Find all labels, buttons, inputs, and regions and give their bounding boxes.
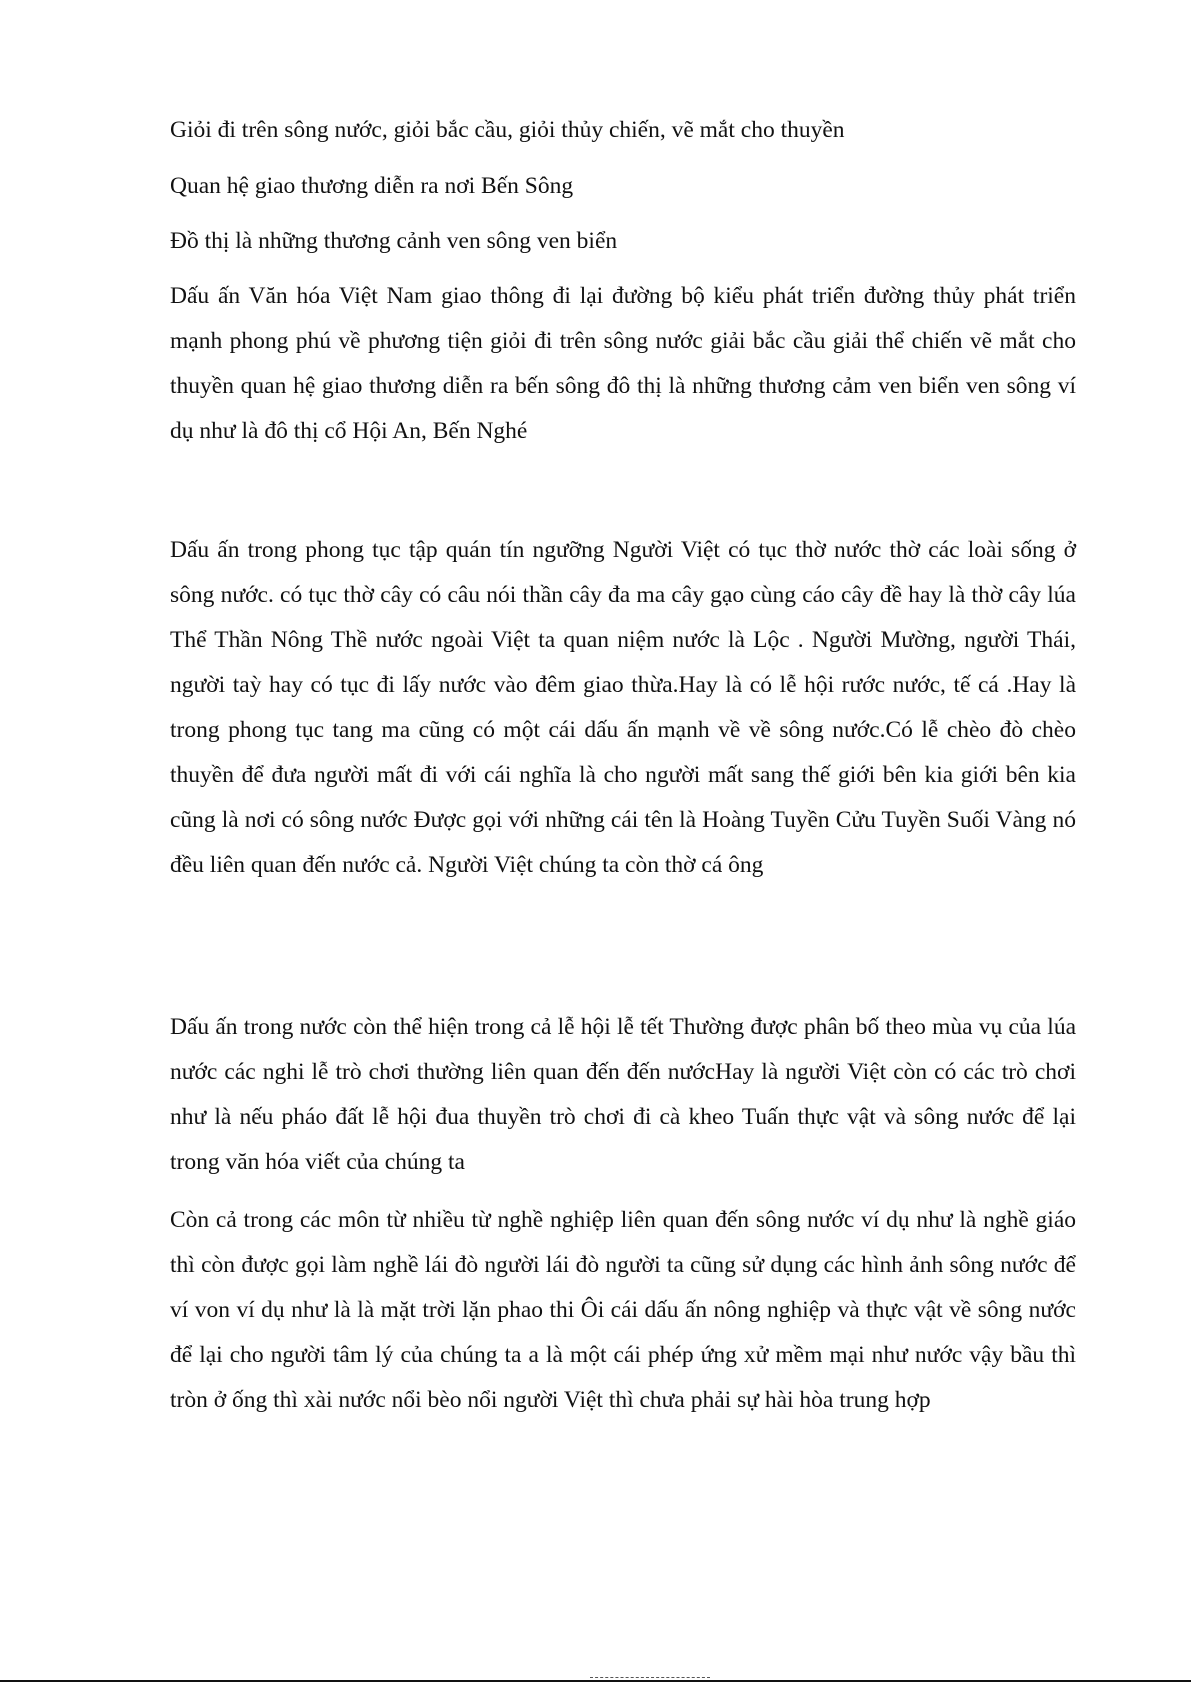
paragraph-transport: Dấu ấn Văn hóa Việt Nam giao thông đi lại đường bộ kiểu phát triển đường thủy phát triển mạnh phong phú về phương tiện giỏi đi trên sông nước giải bắc cầu giải thể chiến vẽ mắt cho thuyền quan hệ giao thương diễn ra bến sông đô thị là những thương cảm ven biển ven sông ví dụ như là đô thị cổ Hội An, Bến Nghé (170, 283, 1076, 444)
footer-rule (0, 1680, 1191, 1682)
footer-mark (590, 1677, 710, 1680)
paragraph-customs-beliefs: Dấu ấn trong phong tục tập quán tín ngưỡng Người Việt có tục thờ nước thờ các loài sống ở sông nước. có tục thờ cây có câu nói thần cây đa ma cây gạo cùng cáo cây đề hay là thờ cây lúa Thể Thần Nông Thề nước ngoài Việt ta quan niệm nước là Lộc . Người Mường, người Thái, người taỳ hay có tục đi lấy nước vào đêm giao thừa.Hay là có lễ hội rước nước, tế cá .Hay là trong phong tục tang ma cũng có một cái dấu ấn mạnh về về sông nước.Có lễ chèo đò chèo thuyền để đưa người mất đi với cái nghĩa là cho người mất sang thế giới bên kia giới bên kia cũng là nơi có sông nước Được gọi với những cái tên là Hoàng Tuyền Cửu Tuyền Suối Vàng nó đều liên quan đến nước cả. Người Việt chúng ta còn thờ cá ông (170, 537, 1076, 878)
paragraph-festivals: Dấu ấn trong nước còn thể hiện trong cả lễ hội lễ tết Thường được phân bố theo mùa vụ của lúa nước các nghi lễ trò chơi thường liên quan đến đến nướcHay là người Việt còn có các trò chơi như là nếu pháo đất lễ hội đua thuyền trò chơi đi cà kheo Tuấn thực vật và sông nước để lại trong văn hóa viết của chúng ta (170, 1014, 1076, 1175)
line-urban-areas: Đồ thị là những thương cảnh ven sông ven biển (170, 228, 618, 254)
line-trade-relations: Quan hệ giao thương diễn ra nơi Bến Sông (170, 173, 574, 199)
line-skills-river: Giỏi đi trên sông nước, giỏi bắc cầu, giỏi thủy chiến, vẽ mắt cho thuyền (170, 117, 845, 143)
paragraph-professions: Còn cả trong các môn từ nhiều từ nghề nghiệp liên quan đến sông nước ví dụ như là nghề giáo thì còn được gọi làm nghề lái đò người lái đò người ta cũng sử dụng các hình ảnh sông nước để ví von ví dụ như là là mặt trời lặn phao thi Ôi cái dấu ấn nông nghiệp và thực vật về sông nước để lại cho người tâm lý của chúng ta a là một cái phép ứng xử mềm mại như nước vậy bầu thì tròn ở ống thì xài nước nổi bèo nổi người Việt thì chưa phải sự hài hòa trung hợp (170, 1207, 1076, 1413)
